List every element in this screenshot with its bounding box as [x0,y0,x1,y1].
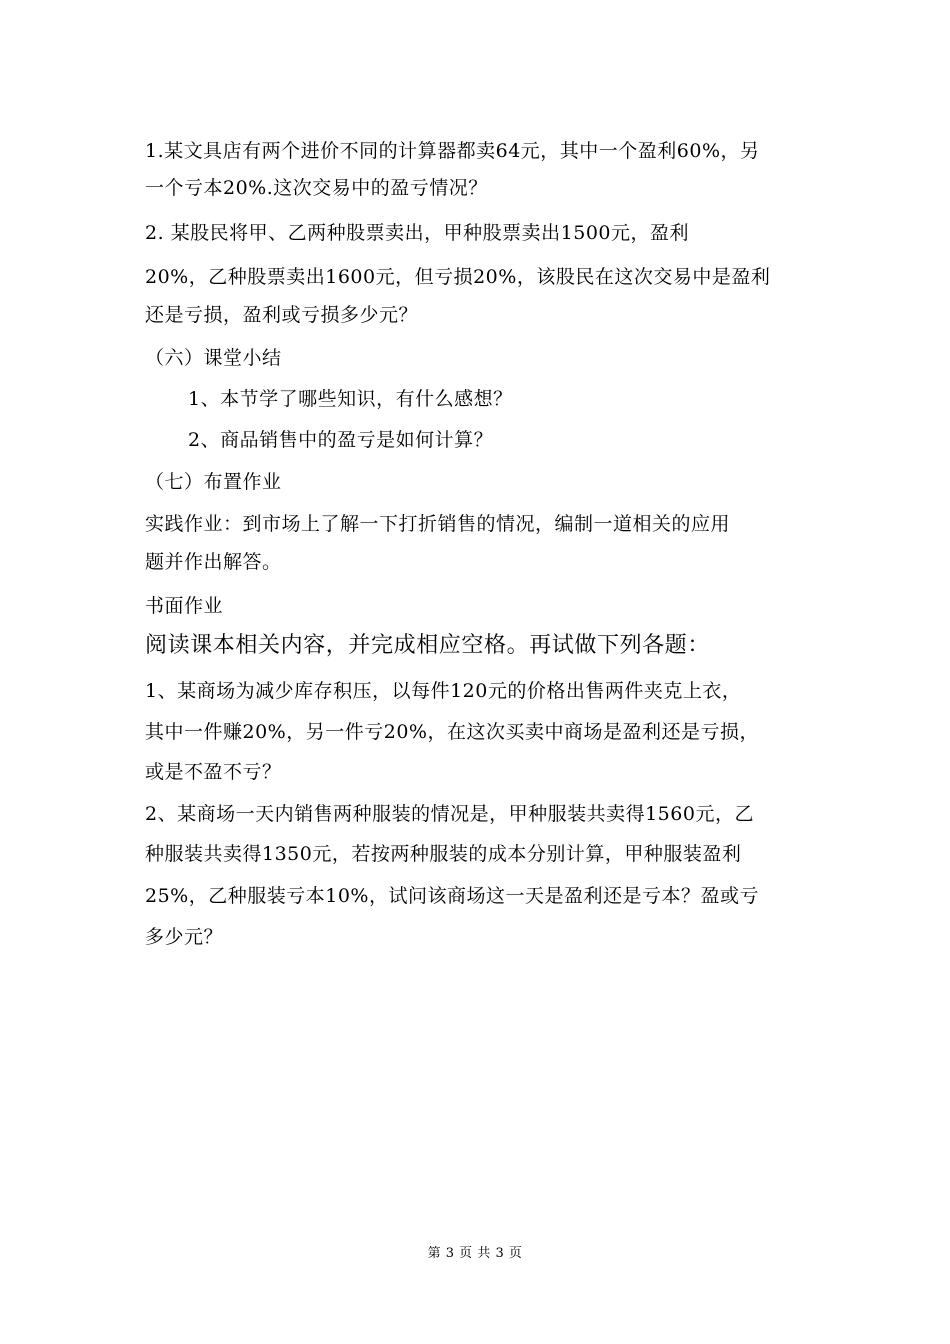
problem-2-line-1: 2、某商场一天内销售两种服装的情况是，甲种服装共卖得1560元，乙 [145,803,754,825]
written-homework-heading: 书面作业 [145,595,224,617]
section-heading-homework: （七）布置作业 [145,471,282,493]
text-line-2: 一个亏本20%.这次交易中的盈亏情况？ [145,177,488,199]
problem-2-line-4: 多少元？ [145,926,224,948]
problem-2-line-2: 种服装共卖得1350元，若按两种服装的成本分别计算，甲种服装盈利 [145,843,742,865]
text-line-1: 1.某文具店有两个进价不同的计算器都卖64元，其中一个盈利60%，另 [145,140,760,162]
page-number-footer: 第 3 页 共 3 页 [427,1246,523,1261]
summary-item-1: 1、本节学了哪些知识，有什么感想？ [188,388,513,410]
text-line-4: 20%，乙种股票卖出1600元，但亏损20%，该股民在这次交易中是盈利 [145,266,771,288]
problem-2-line-3: 25%，乙种服装亏本10%，试问该商场这一天是盈利还是亏本？盈或亏 [145,885,759,907]
text-line-practice-1: 实践作业：到市场上了解一下打折销售的情况，编制一道相关的应用 [145,513,731,535]
problem-1-line-1: 1、某商场为减少库存积压，以每件120元的价格出售两件夹克上衣， [145,680,742,702]
summary-item-2: 2、商品销售中的盈亏是如何计算？ [188,429,494,451]
problem-1-line-2: 其中一件赚20%，另一件亏20%，在这次买卖中商场是盈利还是亏损， [145,721,759,743]
reading-instruction: 阅读课本相关内容，并完成相应空格。再试做下列各题： [145,633,711,658]
text-line-3: 2. 某股民将甲、乙两种股票卖出，甲种股票卖出1500元，盈利 [145,222,690,244]
text-line-practice-2: 题并作出解答。 [145,551,282,573]
text-line-5: 还是亏损，盈利或亏损多少元？ [145,304,419,326]
section-heading-summary: （六）课堂小结 [145,347,282,369]
problem-1-line-3: 或是不盈不亏？ [145,761,282,783]
